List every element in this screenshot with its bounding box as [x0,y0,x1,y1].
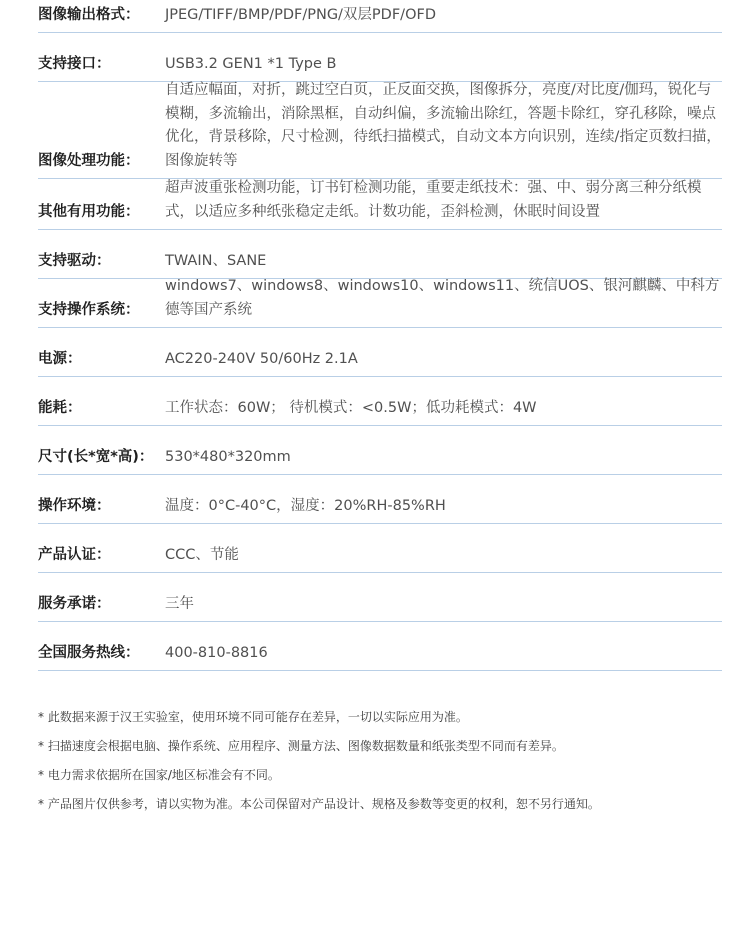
spec-label: 支持驱动： [38,253,111,269]
spec-label: 服务承诺： [38,596,111,612]
spec-label: 图像输出格式： [38,7,140,23]
spec-label: 全国服务热线： [38,645,140,661]
spec-value: TWAIN、SANE [165,252,267,269]
footnote: * 电力需求依据所在国家/地区标准会有不同。 [38,768,280,782]
spec-value: AC220-240V 50/60Hz 2.1A [165,350,358,367]
spec-value: JPEG/TIFF/BMP/PDF/PNG/双层PDF/OFD [165,6,436,23]
spec-row-drivers [38,230,722,279]
spec-row-dimensions [38,426,722,475]
spec-label: 产品认证： [38,547,111,563]
footnote: * 此数据来源于汉王实验室，使用环境不同可能存在差异，一切以实际应用为准。 [38,710,468,724]
spec-row-energy [38,377,722,426]
spec-row-other-features [38,179,722,230]
spec-row-environment [38,475,722,524]
spec-label: 能耗： [38,400,82,416]
footnotes [38,703,728,819]
spec-row-interface [38,33,722,82]
spec-label: 操作环境： [38,498,111,514]
spec-value: 超声波重张检测功能，订书钉检测功能，重要走纸技术：强、中、弱分离三种分纸模式，以适应多种纸张稳定走纸。计数功能，歪斜检测，休眠时间设置 [165,180,702,220]
footnote: * 扫描速度会根据电脑、操作系统、应用程序、测量方法、图像数据数量和纸张类型不同而有差异。 [38,739,564,753]
spec-label: 支持操作系统： [38,302,140,318]
spec-value: USB3.2 GEN1 *1 Type B [165,55,337,72]
spec-row-os [38,279,722,328]
spec-label: 图像处理功能： [38,153,140,169]
spec-label: 电源： [38,351,82,367]
spec-label: 尺寸(长*宽*高)： [38,449,154,465]
spec-row-image-processing [38,82,722,179]
spec-label: 支持接口： [38,56,111,72]
spec-value: windows7、windows8、windows10、windows11、统信UOS、银河麒麟、中科方德等国产系统 [165,278,720,318]
spec-row-certification [38,524,722,573]
spec-value: 自适应幅面，对折，跳过空白页，正反面交换，图像拆分，亮度/对比度/伽玛，锐化与模糊，多流输出，消除黑框，自动纠偏，多流输出除红，答题卡除红，穿孔移除，噪点优化，背景移除，尺寸检测，待纸扫描模式，自动文本方向识别，连续/指定页数扫描，图像旋转等 [165,82,721,169]
spec-value: 530*480*320mm [165,448,291,465]
spec-table [38,0,722,671]
spec-row-service [38,573,722,622]
spec-value: CCC、节能 [165,546,239,563]
footnote: * 产品图片仅供参考，请以实物为准。本公司保留对产品设计、规格及参数等变更的权利，恕不另行通知。 [38,797,600,811]
spec-value: 400-810-8816 [165,644,268,661]
spec-value: 温度：0°C-40°C，湿度：20%RH-85%RH [165,497,446,514]
spec-label: 其他有用功能： [38,204,140,220]
spec-value: 三年 [165,595,194,612]
spec-row-power [38,328,722,377]
spec-row-hotline [38,622,722,671]
spec-row-output-format [38,0,722,33]
spec-value: 工作状态：60W； 待机模式：<0.5W；低功耗模式：4W [165,399,537,416]
